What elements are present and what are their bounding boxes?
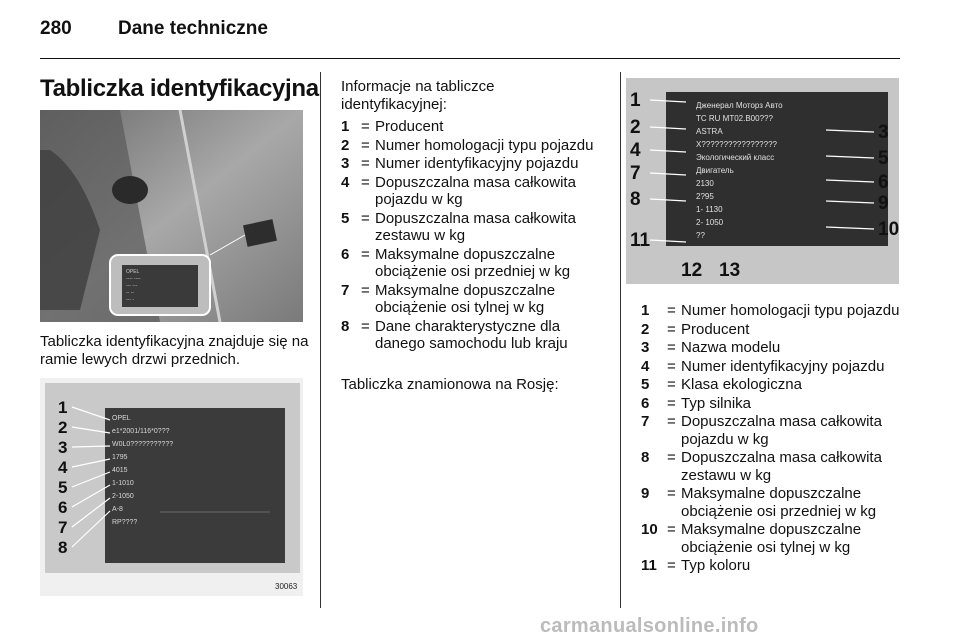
legend-eq: = <box>667 449 676 466</box>
legend-num: 8 <box>341 317 350 335</box>
callout-number: 7 <box>630 163 641 184</box>
legend-item <box>641 376 903 394</box>
legend-item <box>341 246 603 281</box>
svg-text:-- --: -- -- <box>126 290 135 296</box>
plate-text: Экологический класс <box>696 153 775 162</box>
legend-text: Klasa ekologiczna <box>681 376 802 393</box>
plate-text: ASTRA <box>696 127 723 136</box>
legend-item <box>641 557 903 575</box>
legend-num: 4 <box>341 173 350 191</box>
callout-number: 5 <box>878 148 889 169</box>
legend-num: 6 <box>341 245 350 263</box>
callout-number: 3 <box>58 438 68 457</box>
header-rule <box>40 58 900 59</box>
legend-item <box>341 155 603 173</box>
legend-num: 10 <box>641 521 658 538</box>
russia-plate-label: Tabliczka znamionowa na Rosję: <box>341 376 559 393</box>
legend-item <box>641 485 903 520</box>
legend-text: Producent <box>681 320 750 338</box>
legend-num: 9 <box>641 485 650 502</box>
legend-eq: = <box>667 357 676 375</box>
plate-location-caption: Tabliczka identyfikacyjna znajduje się na ramie lewych drzwi przednich. <box>40 333 309 368</box>
legend-item <box>341 137 603 155</box>
callout-number: 3 <box>878 122 889 143</box>
legend-text: Maksymalne dopuszczalne obciążenie osi tylnej w kg <box>681 521 862 556</box>
callout-number: 12 <box>681 260 703 281</box>
legend-item <box>641 321 903 339</box>
legend-eq: = <box>667 413 676 430</box>
russia-plate-legend <box>641 302 903 576</box>
plate-text: 2- 1050 <box>696 218 724 227</box>
plate-text: RP???? <box>112 519 138 526</box>
door-frame-photo <box>40 110 303 322</box>
legend-text: Numer identyfikacyjny pojazdu <box>375 155 579 172</box>
legend-eq: = <box>361 209 370 227</box>
svg-text:---- ----: ---- ---- <box>126 276 141 282</box>
photo-ref-number: 30063 <box>275 582 298 591</box>
svg-text:--- -: --- - <box>126 297 135 303</box>
plate-text: ?? <box>696 231 705 240</box>
legend-text: Numer homologacji typu pojazdu <box>375 136 594 154</box>
legend-eq: = <box>667 521 676 538</box>
plate-text: ТС RU МТ02.В00??? <box>696 114 773 123</box>
legend-num: 2 <box>641 320 650 338</box>
plate-text: 2-1050 <box>112 493 134 500</box>
legend-item <box>641 358 903 376</box>
callout-number: 11 <box>630 230 651 251</box>
callout-number: 4 <box>58 458 68 477</box>
plate-text: W0L0??????????? <box>112 441 174 448</box>
section-title: Tabliczka identyfikacyjna <box>40 75 319 102</box>
callout-number: 1 <box>58 398 68 417</box>
legend-num: 4 <box>641 357 650 375</box>
column-divider-right <box>620 72 621 608</box>
watermark: carmanualsonline.info <box>540 615 759 637</box>
legend-eq: = <box>667 339 676 356</box>
legend-eq: = <box>361 136 370 154</box>
legend-num: 1 <box>341 118 350 135</box>
legend-num: 6 <box>641 394 650 412</box>
legend-eq: = <box>361 317 370 335</box>
legend-text: Maksymalne dopuszczalne obciążenie osi tylnej w kg <box>375 281 556 316</box>
plate-text: e1*2001/116*0??? <box>112 428 170 435</box>
legend-num: 7 <box>341 281 350 299</box>
legend-eq: = <box>667 376 676 393</box>
callout-number: 2 <box>630 117 641 138</box>
legend-text: Nazwa modelu <box>681 339 781 356</box>
callout-number: 1 <box>630 90 641 111</box>
callout-number: 6 <box>58 498 68 517</box>
legend-text: Maksymalne dopuszczalne obciążenie osi przedniej w kg <box>375 245 571 280</box>
legend-text: Typ silnika <box>681 394 752 412</box>
legend-num: 1 <box>641 302 650 319</box>
legend-item <box>641 395 903 413</box>
callout-number: 13 <box>719 260 741 281</box>
callout-number: 6 <box>878 172 889 193</box>
plate-text: OPEL <box>112 415 131 422</box>
legend-item <box>341 118 603 136</box>
legend-text: Dopuszczalna masa całkowita zestawu w kg <box>681 449 882 484</box>
legend-eq: = <box>361 118 370 135</box>
svg-text:--- ---: --- --- <box>126 283 138 289</box>
legend-item <box>641 521 903 556</box>
legend-item <box>341 174 603 209</box>
plate-text: 2130 <box>696 179 714 188</box>
plate-text: Двигатель <box>696 166 734 175</box>
legend-text: Producent <box>375 118 444 135</box>
legend-num: 5 <box>641 376 650 393</box>
id-plate-photo <box>40 378 303 596</box>
legend-eq: = <box>667 485 676 502</box>
plate-text: X????????????????? <box>696 140 777 149</box>
callout-number: 5 <box>58 478 68 497</box>
plate-text: Дженерал Моторз Авто <box>696 101 783 110</box>
plate-info-intro: Informacje na tabliczce identyfikacyjnej: <box>341 78 495 113</box>
svg-text:OPEL: OPEL <box>126 269 140 275</box>
legend-eq: = <box>361 155 370 172</box>
legend-eq: = <box>361 281 370 299</box>
legend-text: Typ koloru <box>681 557 751 574</box>
plate-text: 1795 <box>112 454 128 461</box>
legend-item <box>641 413 903 448</box>
legend-item <box>341 210 603 245</box>
plate-text: A-8 <box>112 506 123 513</box>
legend-item <box>641 302 903 320</box>
plate-text: 4015 <box>112 467 128 474</box>
plate-text: 1-1010 <box>112 480 134 487</box>
legend-text: Dopuszczalna masa całkowita pojazdu w kg <box>375 173 576 208</box>
legend-eq: = <box>667 320 676 338</box>
legend-item <box>641 449 903 484</box>
legend-item <box>341 282 603 317</box>
callout-number: 4 <box>630 140 641 161</box>
russia-plate-photo <box>626 78 899 284</box>
legend-item <box>641 339 903 357</box>
plate-text: 1- 1130 <box>696 205 723 214</box>
legend-num: 3 <box>341 155 350 172</box>
legend-text: Maksymalne dopuszczalne obciążenie osi przedniej w kg <box>681 485 877 520</box>
legend-num: 11 <box>641 557 657 574</box>
legend-text: Dopuszczalna masa całkowita zestawu w kg <box>375 209 576 244</box>
chapter-title: Dane techniczne <box>118 18 268 39</box>
page-number: 280 <box>40 18 72 39</box>
legend-item <box>341 318 603 353</box>
plate-text: 2?95 <box>696 192 714 201</box>
callout-number: 8 <box>58 538 68 557</box>
legend-text: Numer homologacji typu pojazdu <box>681 302 900 319</box>
legend-eq: = <box>667 557 676 574</box>
legend-num: 7 <box>641 413 650 430</box>
legend-num: 2 <box>341 136 350 154</box>
legend-num: 5 <box>341 209 350 227</box>
legend-num: 8 <box>641 449 650 466</box>
callout-number: 10 <box>878 219 899 240</box>
legend-eq: = <box>667 302 676 319</box>
legend-text: Dopuszczalna masa całkowita pojazdu w kg <box>681 413 882 448</box>
legend-eq: = <box>361 173 370 191</box>
callout-number: 7 <box>58 518 68 537</box>
legend-text: Numer identyfikacyjny pojazdu <box>681 357 885 375</box>
column-divider-left <box>320 72 321 608</box>
legend-eq: = <box>667 394 676 412</box>
legend-num: 3 <box>641 339 650 356</box>
callout-number: 8 <box>630 189 641 210</box>
callout-number: 9 <box>878 193 889 214</box>
callout-number: 2 <box>58 418 68 437</box>
legend-eq: = <box>361 245 370 263</box>
legend-text: Dane charakterystyczne dla danego samochodu lub kraju <box>375 317 568 352</box>
plate-legend <box>341 118 603 354</box>
